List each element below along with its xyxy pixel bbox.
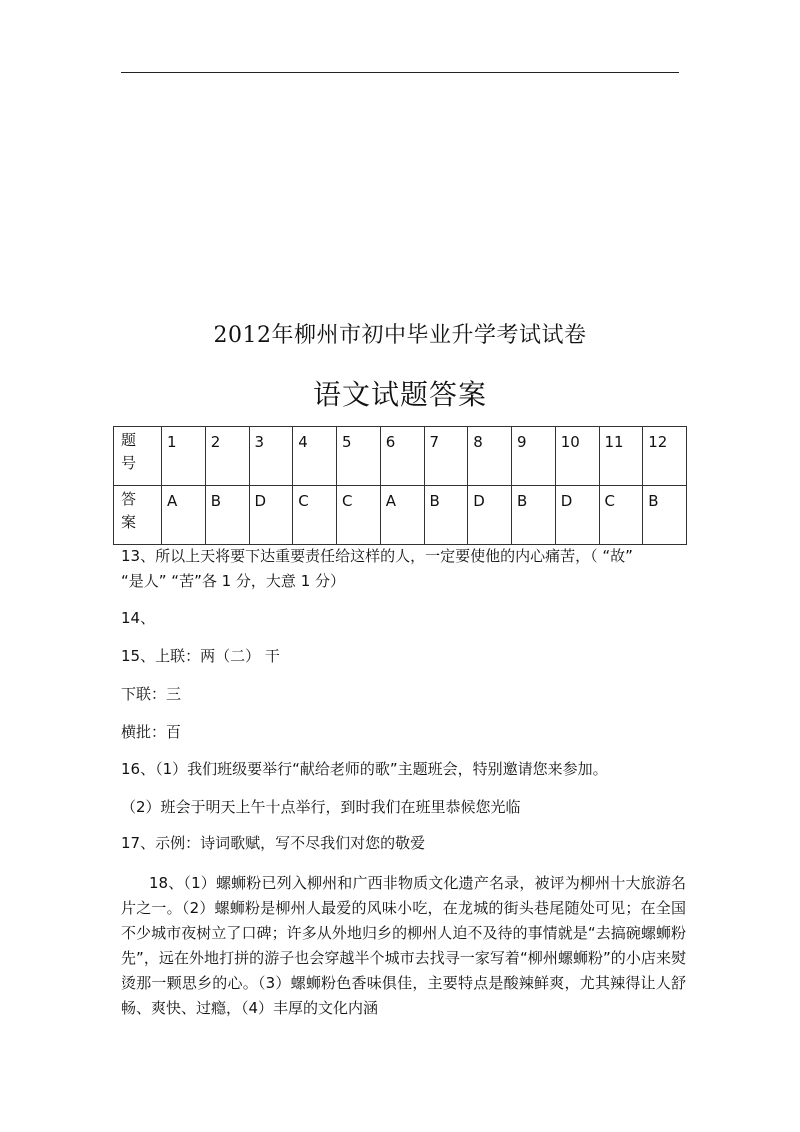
row-header-number: 题号 bbox=[114, 427, 162, 486]
table-cell: 10 bbox=[555, 427, 599, 486]
table-cell: D bbox=[468, 486, 512, 545]
q18-answer: 18、（1）螺蛳粉已列入柳州和广西非物质文化遗产名录，被评为柳州十大旅游名片之一。（2）螺蛳粉是柳州人最爱的风味小吃，在龙城的街头巷尾随处可见；在全国不少城市夜树立了口碑；许多从外地归乡的柳州人迫不及待的事情就是“去搞碗螺蛳粉先”，远在外地打拼的游子也会穿越半个城市去找寻一家写着“柳州螺蛳粉”的小店来熨烫那一颗思乡的心。（3）螺蛳粉色香味俱佳，主要特点是酸辣鲜爽，尤其辣得让人舒畅、爽快、过瘾，（4）丰厚的文化内涵 bbox=[121, 874, 686, 1017]
table-cell: A bbox=[380, 486, 424, 545]
table-cell: C bbox=[293, 486, 337, 545]
q13-answer-line-2: “是人” “苦”各 1 分，大意 1 分） bbox=[121, 572, 346, 590]
table-cell: 4 bbox=[293, 427, 337, 486]
table-cell: 6 bbox=[380, 427, 424, 486]
table-cell: 9 bbox=[512, 427, 556, 486]
table-cell: D bbox=[249, 486, 293, 545]
table-cell: B bbox=[205, 486, 249, 545]
answer-key-title: 语文试题答案 bbox=[312, 378, 487, 411]
table-cell: 7 bbox=[424, 427, 468, 486]
question-number-row bbox=[114, 427, 687, 486]
q13-answer-line-1: 13、所以上天将要下达重要责任给这样的人，一定要使他的内心痛苦，（ “故” bbox=[121, 547, 633, 565]
table-cell: A bbox=[162, 486, 206, 545]
table-cell: C bbox=[599, 486, 643, 545]
table-cell: 8 bbox=[468, 427, 512, 486]
table-cell: B bbox=[643, 486, 687, 545]
table-cell: 1 bbox=[162, 427, 206, 486]
table-cell: 3 bbox=[249, 427, 293, 486]
q15-horizontal-scroll: 横批：百 bbox=[121, 723, 182, 741]
table-cell: 12 bbox=[643, 427, 687, 486]
table-cell: B bbox=[424, 486, 468, 545]
q16-part-2: （2）班会于明天上午十点举行，到时我们在班里恭候您光临 bbox=[121, 798, 521, 816]
row-header-answer: 答案 bbox=[114, 486, 162, 545]
table-cell: D bbox=[555, 486, 599, 545]
q15-lower-couplet: 下联：三 bbox=[121, 685, 182, 703]
q16-part-1: 16、（1）我们班级要举行“献给老师的歌”主题班会，特别邀请您来参加。 bbox=[121, 760, 608, 778]
table-cell: 2 bbox=[205, 427, 249, 486]
answer-table bbox=[113, 426, 687, 545]
answer-row bbox=[114, 486, 687, 545]
q14-answer: 14、 bbox=[121, 609, 156, 627]
table-cell: B bbox=[512, 486, 556, 545]
q17-answer: 17、示例：诗词歌赋，写不尽我们对您的敬爱 bbox=[121, 834, 426, 852]
table-cell: C bbox=[337, 486, 381, 545]
q15-upper-couplet: 15、上联：两（二） 干 bbox=[121, 647, 280, 665]
exam-title: 2012年柳州市初中毕业升学考试试卷 bbox=[213, 323, 587, 348]
table-cell: 5 bbox=[337, 427, 381, 486]
table-cell: 11 bbox=[599, 427, 643, 486]
header-rule bbox=[121, 72, 679, 73]
